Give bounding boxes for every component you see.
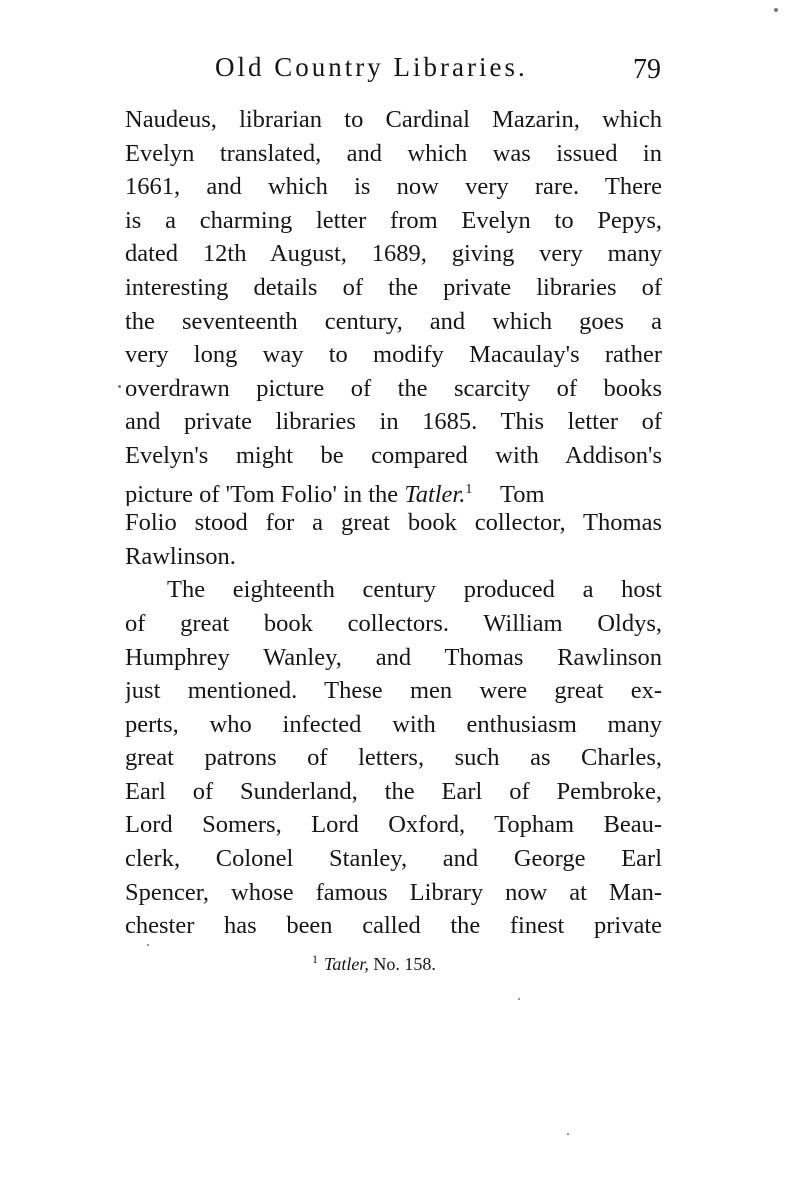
text-line: 1661, and which is now very rare. There: [125, 173, 662, 201]
footnote-ref: 1: [465, 481, 473, 497]
text-line: Evelyn's might be compared with Addison's: [125, 441, 662, 469]
page-header: [125, 50, 665, 92]
paper-speck: [118, 385, 121, 388]
text-line: Earl of Sunderland, the Earl of Pembroke,: [125, 777, 662, 805]
text-line-with-reference: [125, 473, 662, 507]
tatler-reference: Tatler.: [404, 480, 466, 507]
text-line: interesting details of the private libraries of: [125, 273, 662, 301]
text-line: the seventeenth century, and which goes a: [125, 307, 662, 335]
text-line: dated 12th August, 1689, giving very many: [125, 240, 662, 268]
text-line: Humphrey Wanley, and Thomas Rawlinson: [125, 643, 662, 671]
paper-speck: [147, 944, 149, 946]
text-line: of great book collectors. William Oldys,: [125, 609, 662, 637]
footnote: [312, 952, 436, 975]
text-line: perts, who infected with enthusiasm many: [125, 710, 662, 738]
paper-speck: [567, 1133, 569, 1135]
text-line: Lord Somers, Lord Oxford, Topham Beau-: [125, 811, 662, 839]
text-line: overdrawn picture of the scarcity of books: [125, 374, 662, 402]
text-line: chester has been called the finest private: [125, 912, 662, 940]
footnote-text: No. 158.: [368, 954, 436, 974]
paper-speck: [518, 998, 520, 1000]
body-text: [125, 103, 662, 943]
text-line: Naudeus, librarian to Cardinal Mazarin, which: [125, 106, 662, 133]
text-line: Evelyn translated, and which was issued in: [125, 139, 662, 167]
text-line: Spencer, whose famous Library now at Man-: [125, 878, 662, 906]
text-line: Folio stood for a great book collector, Thomas: [125, 509, 662, 537]
text-line: Rawlinson.: [125, 542, 236, 570]
text-line: and private libraries in 1685. This letter of: [125, 408, 662, 436]
text-line: is a charming letter from Evelyn to Pepys,: [125, 206, 662, 234]
text-line: great patrons of letters, such as Charles,: [125, 744, 662, 772]
text-line: very long way to modify Macaulay's rather: [125, 341, 662, 369]
paragraph-start: The eighteenth century produced a host: [167, 576, 662, 604]
footnote-title: Tatler,: [324, 954, 369, 974]
paper-speck: [774, 8, 778, 12]
footnote-mark: 1: [312, 952, 318, 966]
text-line: clerk, Colonel Stanley, and George Earl: [125, 845, 662, 873]
running-head: Old Country Libraries.: [215, 52, 528, 82]
text-line-end: Tom: [494, 480, 545, 507]
text-line-start: picture of 'Tom Folio' in the: [125, 480, 405, 507]
page-number: 79: [633, 54, 661, 85]
text-line: just mentioned. These men were great ex-: [125, 677, 662, 705]
